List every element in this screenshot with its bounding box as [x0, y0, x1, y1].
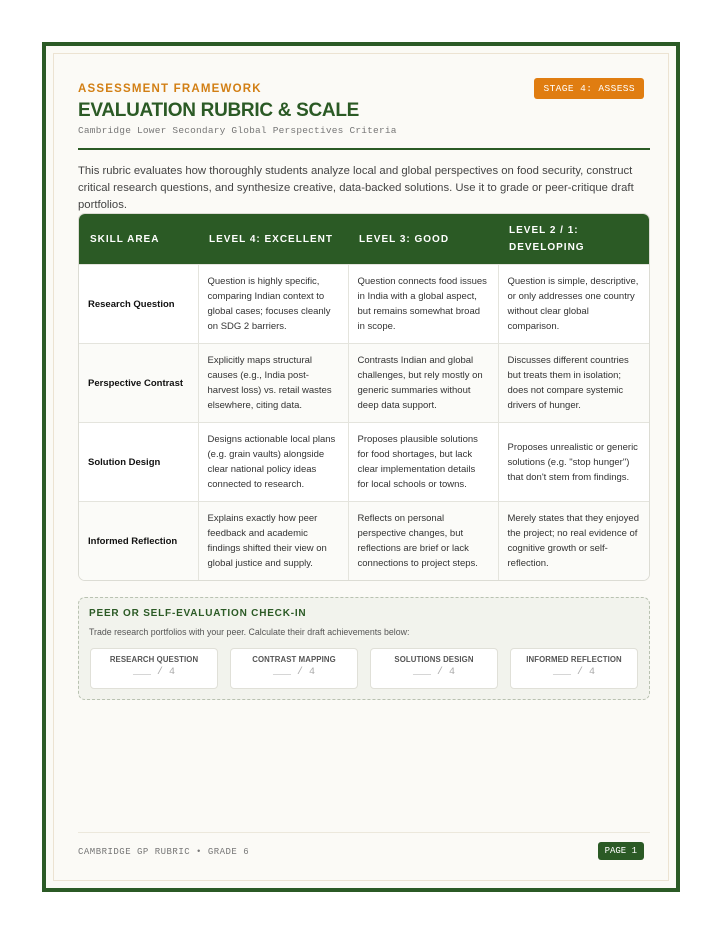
footer-caption: CAMBRIDGE GP RUBRIC • GRADE 6: [78, 847, 250, 857]
score-input[interactable]: ___ / 4: [132, 667, 175, 678]
page-title: EVALUATION RUBRIC & SCALE: [78, 100, 360, 121]
rubric-table: [78, 213, 650, 581]
column-header-level2: LEVEL 2 / 1: DEVELOPING: [498, 214, 649, 265]
skill-cell: Research Question: [79, 265, 198, 344]
page-subtitle: Cambridge Lower Secondary Global Perspectives Criteria: [78, 125, 397, 136]
level4-cell: Designs actionable local plans (e.g. grain vaults) alongside clear national policy ideas connected to research.: [198, 423, 348, 502]
score-input[interactable]: ___ / 4: [552, 667, 595, 678]
level2-cell: Merely states that they enjoyed the project; no real evidence of cognitive growth or self-reflection.: [498, 502, 649, 581]
skill-cell: Solution Design: [79, 423, 198, 502]
skill-cell: Perspective Contrast: [79, 344, 198, 423]
evaluation-checkin-panel: [78, 597, 650, 700]
page-sheet: [53, 53, 669, 881]
stage-badge: STAGE 4: ASSESS: [534, 78, 644, 99]
score-label: CONTRAST MAPPING: [252, 655, 336, 664]
score-box-research-question[interactable]: [90, 648, 218, 689]
level2-cell: Discusses different countries but treats them in isolation; does not compare systemic drivers of hunger.: [498, 344, 649, 423]
header-divider: [78, 148, 650, 150]
intro-paragraph: This rubric evaluates how thoroughly students analyze local and global perspectives on food security, construct critical research questions, and synthesize creative, data-backed solutions. Use it to grade or peer-critique draft portfolios.: [78, 165, 634, 211]
checkin-description: Trade research portfolios with your peer. Calculate their draft achievements below:: [89, 627, 410, 637]
page-frame: [42, 42, 680, 892]
level4-cell: Question is highly specific, comparing Indian context to global cases; focuses cleanly on SDG 2 barriers.: [198, 265, 348, 344]
table-row: [79, 265, 649, 344]
table-row: [79, 502, 649, 581]
level3-cell: Contrasts Indian and global challenges, but rely mostly on generic summaries without deep data support.: [348, 344, 498, 423]
level4-cell: Explicitly maps structural causes (e.g., India post-harvest loss) vs. retail wastes elsewhere, citing data.: [198, 344, 348, 423]
score-input[interactable]: ___ / 4: [412, 667, 455, 678]
column-header-level3: LEVEL 3: GOOD: [348, 214, 498, 265]
level2-cell: Question is simple, descriptive, or only addresses one country without clear global comparison.: [498, 265, 649, 344]
level4-cell: Explains exactly how peer feedback and academic findings shifted their view on global justice and supply.: [198, 502, 348, 581]
score-box-solutions-design[interactable]: [370, 648, 498, 689]
score-label: SOLUTIONS DESIGN: [394, 655, 474, 664]
score-input[interactable]: ___ / 4: [272, 667, 315, 678]
rubric-header-row: [79, 214, 649, 265]
level2-cell: Proposes unrealistic or generic solutions (e.g. "stop hunger") that don't stem from findings.: [498, 423, 649, 502]
level3-cell: Reflects on personal perspective changes, but reflections are brief or lack connections to project steps.: [348, 502, 498, 581]
level3-cell: Question connects food issues in India with a global aspect, but remains somewhat broad in scope.: [348, 265, 498, 344]
page-number-badge: PAGE 1: [598, 842, 644, 860]
checkin-title: PEER OR SELF-EVALUATION CHECK-IN: [89, 608, 307, 619]
column-header-skill: SKILL AREA: [79, 214, 198, 265]
section-kicker: ASSESSMENT FRAMEWORK: [78, 83, 262, 95]
column-header-level4: LEVEL 4: EXCELLENT: [198, 214, 348, 265]
score-label: RESEARCH QUESTION: [109, 655, 199, 664]
score-box-informed-reflection[interactable]: [510, 648, 638, 689]
score-label: INFORMED REFLECTION: [526, 655, 622, 664]
table-row: [79, 423, 649, 502]
score-box-contrast-mapping[interactable]: [230, 648, 358, 689]
level3-cell: Proposes plausible solutions for food shortages, but lack clear implementation details for local schools or towns.: [348, 423, 498, 502]
footer-divider: [78, 832, 650, 833]
table-row: [79, 344, 649, 423]
skill-cell: Informed Reflection: [79, 502, 198, 581]
